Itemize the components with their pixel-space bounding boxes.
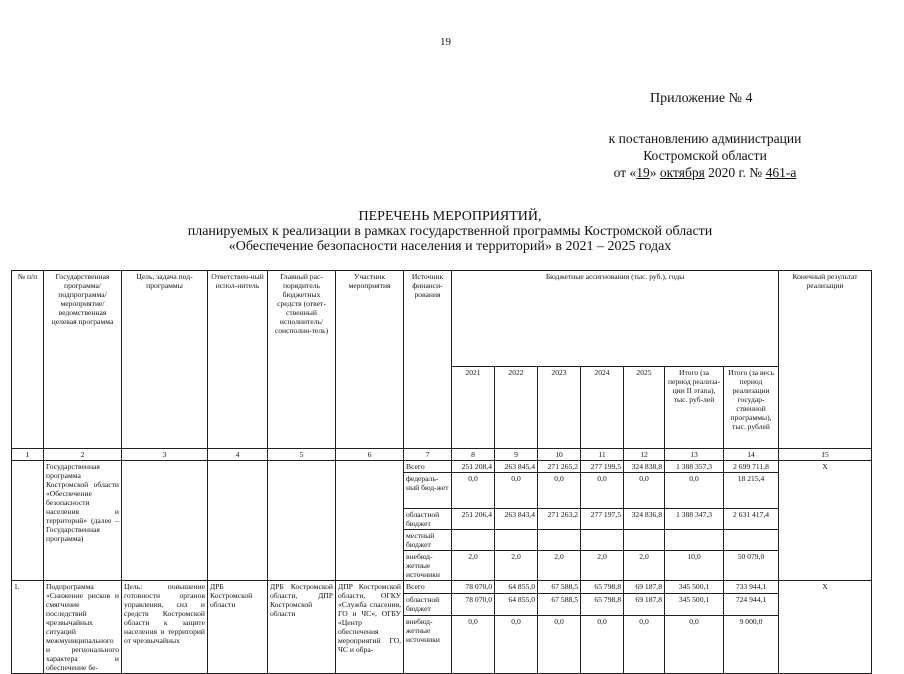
header-row <box>12 271 872 367</box>
value-cell: 18 215,4 <box>724 473 779 509</box>
document-title <box>100 209 800 254</box>
value-cell: 50 079,0 <box>724 551 779 581</box>
col-num: 8 <box>452 449 495 461</box>
value-cell: 0,0 <box>581 473 624 509</box>
value-cell: 78 070,0 <box>452 581 495 594</box>
value-cell: 0,0 <box>581 616 624 674</box>
sub1-result: X <box>779 581 872 674</box>
header-total-stage2: Итого (за период реализа-ции II этапа), тыс. руб-лей <box>665 367 724 449</box>
value-cell <box>724 530 779 551</box>
header-2024: 2024 <box>581 367 624 449</box>
header-result: Конечный результат реализации <box>779 271 872 449</box>
header-2023: 2023 <box>538 367 581 449</box>
value-cell: 251 206,4 <box>452 509 495 530</box>
col-num: 4 <box>208 449 268 461</box>
header-responsible: Ответствен-ный испол-нитель <box>208 271 268 449</box>
col-num: 14 <box>724 449 779 461</box>
value-cell: 277 199,5 <box>581 461 624 473</box>
header-source: Источник финанси-рования <box>404 271 452 449</box>
title-line-3: «Обеспечение безопасности населения и территорий» в 2021 – 2025 годах <box>228 239 672 254</box>
header-num: № п/п <box>12 271 44 449</box>
value-cell: 65 798,8 <box>581 593 624 615</box>
header-goal: Цель, задача под-программы <box>122 271 208 449</box>
source-label: внебюд-жетные источники <box>404 551 452 581</box>
value-cell: 0,0 <box>665 473 724 509</box>
sub1-num: 1. <box>12 581 44 674</box>
value-cell: 67 588,5 <box>538 593 581 615</box>
sub1-responsible: ДРБ Костромской области <box>208 581 268 674</box>
appendix-label: Приложение № 4 <box>650 91 753 106</box>
program-result: X <box>779 461 872 581</box>
source-label: областной бюджет <box>404 509 452 530</box>
value-cell: 0,0 <box>624 616 665 674</box>
value-cell: 2,0 <box>495 551 538 581</box>
header-2021: 2021 <box>452 367 495 449</box>
value-cell: 733 944,1 <box>724 581 779 594</box>
col-num: 3 <box>122 449 208 461</box>
value-cell: 69 187,8 <box>624 593 665 615</box>
value-cell <box>495 530 538 551</box>
header-total-all: Итого (за весь период реализации государ-ственной программы), тыс. рублей <box>724 367 779 449</box>
value-cell: 2 631 417,4 <box>724 509 779 530</box>
program-name: Государственная программа Костромской области «Обеспечение безопасности населения и территорий» (далее – Государственная программа) <box>44 461 122 581</box>
decree-number: 461-а <box>765 165 797 180</box>
col-num: 6 <box>336 449 404 461</box>
col-num: 12 <box>624 449 665 461</box>
value-cell <box>665 530 724 551</box>
value-cell: 64 855,0 <box>495 593 538 615</box>
value-cell: 2 699 711,8 <box>724 461 779 473</box>
source-label: федераль-ный бюд-жет <box>404 473 452 509</box>
program-participant <box>336 461 404 581</box>
value-cell: 2,0 <box>538 551 581 581</box>
value-cell <box>538 530 581 551</box>
program-num <box>12 461 44 581</box>
value-cell: 0,0 <box>538 616 581 674</box>
page-number: 19 <box>440 36 451 48</box>
value-cell: 277 197,5 <box>581 509 624 530</box>
value-cell: 345 500,1 <box>665 581 724 594</box>
source-label: Всего <box>404 581 452 594</box>
value-cell: 67 588,5 <box>538 581 581 594</box>
value-cell: 0,0 <box>452 616 495 674</box>
value-cell: 263 845,4 <box>495 461 538 473</box>
decree-day: 19 <box>636 165 650 180</box>
header-2022: 2022 <box>495 367 538 449</box>
decree-month: октября <box>659 165 705 180</box>
sub1-manager: ДРБ Костромской области, ДПР Костромской области <box>268 581 336 674</box>
col-num: 10 <box>538 449 581 461</box>
decree-reference <box>590 130 820 181</box>
value-cell: 10,0 <box>665 551 724 581</box>
value-cell: 1 388 347,3 <box>665 509 724 530</box>
source-label: внебюд-жетные источники <box>404 616 452 674</box>
table-row <box>12 581 872 594</box>
value-cell: 9 000,0 <box>724 616 779 674</box>
value-cell: 65 798,8 <box>581 581 624 594</box>
table-row <box>12 461 872 473</box>
header-program: Государственная программа/ подпрограмма/ мероприятие/ ведомственная целевая программа <box>44 271 122 449</box>
title-line-2: планируемых к реализации в рамках государственной программы Костромской области <box>187 224 713 239</box>
program-responsible <box>208 461 268 581</box>
value-cell: 2,0 <box>581 551 624 581</box>
program-manager <box>268 461 336 581</box>
title-line-1: ПЕРЕЧЕНЬ МЕРОПРИЯТИЙ, <box>358 209 542 224</box>
value-cell: 345 500,1 <box>665 593 724 615</box>
value-cell: 324 836,8 <box>624 509 665 530</box>
value-cell: 271 263,2 <box>538 509 581 530</box>
value-cell: 78 070,0 <box>452 593 495 615</box>
decree-line-1: к постановлению администрации <box>608 131 802 146</box>
value-cell: 271 265,2 <box>538 461 581 473</box>
sub1-name: Подпрограмма «Снижение рисков и смягчение последствий чрезвычайных ситуаций межмуниципального и регионального характера и обеспечение бе- <box>44 581 122 674</box>
column-numbers-row <box>12 449 872 461</box>
col-num: 7 <box>404 449 452 461</box>
col-num: 1 <box>12 449 44 461</box>
header-2025: 2025 <box>624 367 665 449</box>
col-num: 9 <box>495 449 538 461</box>
col-num: 2 <box>44 449 122 461</box>
value-cell: 251 208,4 <box>452 461 495 473</box>
value-cell: 69 187,8 <box>624 581 665 594</box>
sub1-goal: Цель: повышение готовности органов управления, сил и средств Костромской области к защите населения и территорий от чрезвычайных <box>122 581 208 674</box>
source-label: Всего <box>404 461 452 473</box>
value-cell: 263 843,4 <box>495 509 538 530</box>
value-cell: 0,0 <box>495 616 538 674</box>
sub1-participant: ДПР Костромской области, ОГКУ «Служба спасения, ГО и ЧС», ОГБУ «Центр обеспечения мероприятий ГО, ЧС и обра- <box>336 581 404 674</box>
value-cell: 0,0 <box>452 473 495 509</box>
col-num: 5 <box>268 449 336 461</box>
col-num: 15 <box>779 449 872 461</box>
value-cell <box>624 530 665 551</box>
program-goal <box>122 461 208 581</box>
value-cell: 324 838,8 <box>624 461 665 473</box>
value-cell: 2,0 <box>624 551 665 581</box>
activities-table <box>11 270 872 674</box>
header-manager: Главный рас-порядитель бюджетных средств (ответ-ственный исполнитель/ соисполни-тель) <box>268 271 336 449</box>
col-num: 11 <box>581 449 624 461</box>
header-budget: Бюджетные ассигнования (тыс. руб.), годы <box>452 271 779 367</box>
header-participant: Участник мероприятия <box>336 271 404 449</box>
decree-line-2: Костромской области <box>643 148 767 163</box>
decree-date: от «19» октября 2020 г. № 461-а <box>613 165 797 180</box>
value-cell: 0,0 <box>624 473 665 509</box>
source-label: областной бюджет <box>404 593 452 615</box>
col-num: 13 <box>665 449 724 461</box>
value-cell: 1 388 357,3 <box>665 461 724 473</box>
value-cell <box>452 530 495 551</box>
value-cell: 0,0 <box>538 473 581 509</box>
value-cell: 0,0 <box>665 616 724 674</box>
source-label: местный бюджет <box>404 530 452 551</box>
value-cell: 64 855,0 <box>495 581 538 594</box>
value-cell: 2,0 <box>452 551 495 581</box>
value-cell <box>581 530 624 551</box>
value-cell: 0,0 <box>495 473 538 509</box>
value-cell: 724 944,1 <box>724 593 779 615</box>
